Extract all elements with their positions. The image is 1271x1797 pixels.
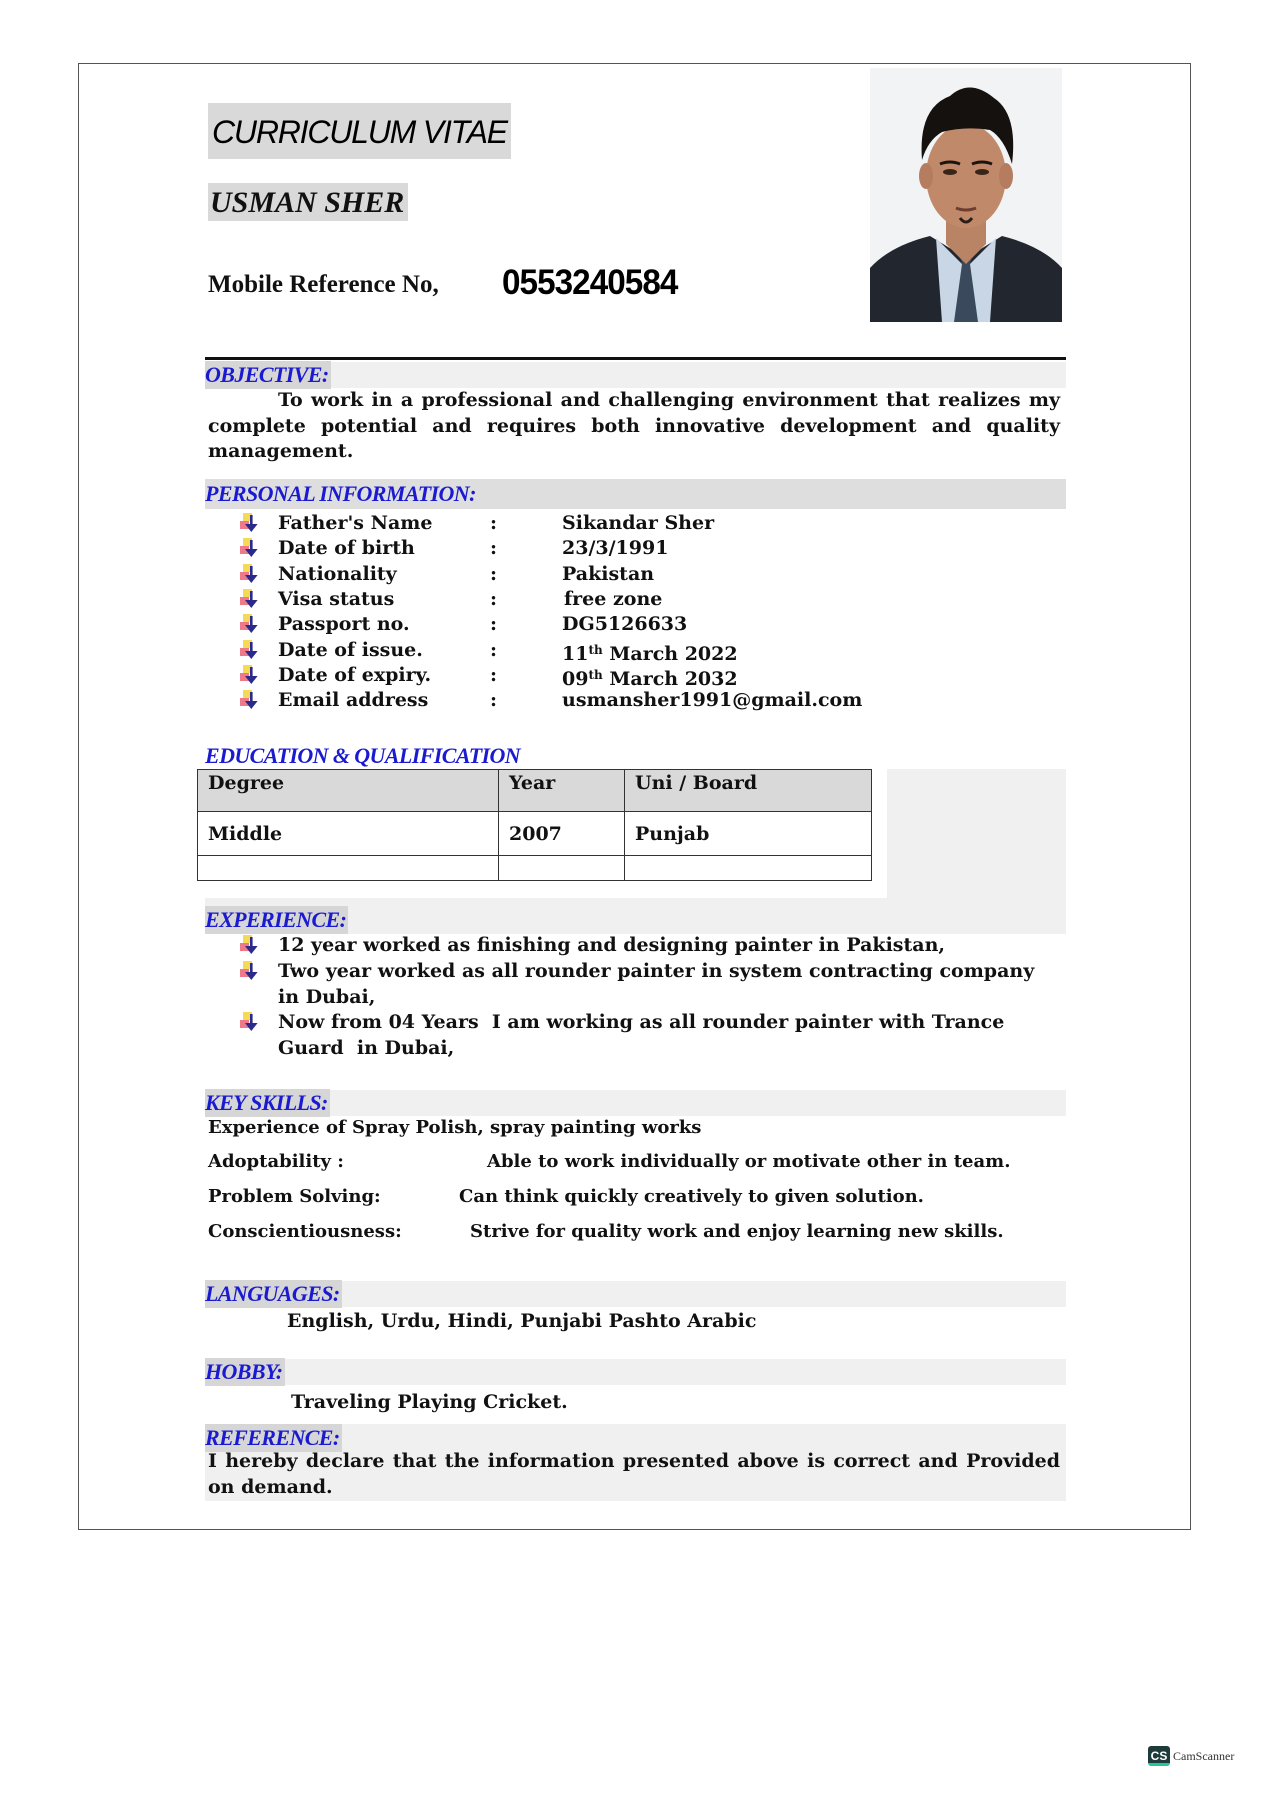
info-label: Passport no. — [278, 613, 410, 636]
profile-photo — [870, 68, 1062, 322]
experience-heading: EXPERIENCE: — [205, 907, 347, 932]
down-arrow-bullet-icon — [240, 564, 262, 586]
skill-label-adoptability: Adoptability : — [208, 1151, 344, 1172]
personal-info-row — [240, 561, 940, 587]
personal-info-row — [240, 662, 940, 688]
down-arrow-bullet-icon — [240, 589, 262, 611]
info-value-ordinal: th — [588, 642, 603, 657]
info-value: 23/3/1991 — [562, 537, 669, 560]
hobby-text: Traveling Playing Cricket. — [291, 1391, 568, 1413]
info-label: Visa status — [278, 587, 395, 610]
info-value: usmansher1991@gmail.com — [562, 689, 863, 712]
hobby-band — [205, 1359, 1066, 1385]
header-divider — [205, 357, 1066, 360]
skills-band — [205, 1090, 1066, 1116]
info-value-rest: March 2032 — [602, 667, 738, 690]
info-colon: : — [490, 638, 498, 661]
document-title: CURRICULUM VITAE — [208, 103, 511, 159]
hobby-heading: HOBBY: — [205, 1359, 283, 1384]
info-colon: : — [490, 587, 498, 610]
column-header-degree: Degree — [198, 770, 499, 812]
camscanner-logo-icon: CS — [1148, 1746, 1170, 1766]
info-value: Pakistan — [562, 562, 655, 585]
personal-info-row — [240, 637, 940, 663]
info-colon: : — [490, 689, 498, 712]
reference-text: I hereby declare that the information presented above is correct and Provided on demand. — [208, 1450, 1060, 1498]
cell-degree — [198, 856, 499, 881]
down-arrow-bullet-icon — [240, 690, 262, 712]
info-value: DG5126633 — [562, 613, 688, 636]
info-colon: : — [490, 562, 498, 585]
candidate-name: USMAN SHER — [208, 183, 408, 221]
down-arrow-bullet-icon — [240, 640, 262, 662]
mobile-label: Mobile Reference No, — [208, 271, 439, 298]
reference-heading: REFERENCE: — [205, 1425, 340, 1450]
education-table — [197, 769, 872, 881]
experience-text: 12 year worked as finishing and designing painter in Pakistan, — [278, 934, 946, 956]
personal-info-row — [240, 611, 940, 637]
experience-text: Two year worked as all rounder painter in system contracting company in Dubai, — [278, 960, 1041, 1008]
table-row — [198, 812, 872, 856]
down-arrow-bullet-icon — [240, 665, 262, 687]
table-row-empty — [198, 856, 872, 881]
info-colon: : — [490, 537, 498, 560]
info-colon: : — [490, 663, 498, 686]
info-label: Date of birth — [278, 537, 415, 560]
down-arrow-bullet-icon — [240, 935, 262, 957]
personal-info-row — [240, 510, 940, 536]
column-header-board: Uni / Board — [625, 770, 872, 812]
languages-heading: LANGUAGES: — [205, 1281, 340, 1306]
info-label: Email address — [278, 689, 429, 712]
cell-board — [625, 856, 872, 881]
profile-photo-graphic — [870, 68, 1062, 322]
down-arrow-bullet-icon — [240, 513, 262, 535]
personal-info-row — [240, 687, 940, 713]
down-arrow-bullet-icon — [240, 961, 262, 983]
info-label: Nationality — [278, 562, 397, 585]
objective-text: To work in a professional and challenging environment that realizes my complete potential and requires both innovative development and quality management. — [208, 389, 1060, 462]
info-value-day: 09 — [562, 667, 589, 690]
education-heading: EDUCATION & QUALIFICATION — [205, 743, 521, 768]
info-colon: : — [490, 613, 498, 636]
info-label: Father's Name — [278, 512, 433, 534]
skill-desc-problem-solving: Can think quickly creatively to given solution. — [459, 1186, 924, 1207]
experience-text: Now from 04 Years I am working as all rounder painter with Trance Guard in Dubai, — [278, 1011, 1011, 1059]
objective-heading: OBJECTIVE: — [205, 362, 329, 387]
cell-year — [499, 856, 625, 881]
down-arrow-bullet-icon — [240, 538, 262, 560]
skill-desc-adoptability: Able to work individually or motivate other in team. — [487, 1151, 1011, 1172]
info-colon: : — [490, 512, 498, 534]
languages-text: English, Urdu, Hindi, Punjabi Pashto Arabic — [287, 1310, 757, 1332]
info-value: free zone — [564, 587, 663, 610]
objective-band — [205, 362, 1066, 388]
skill-label-problem-solving: Problem Solving: — [208, 1186, 381, 1207]
cell-degree: Middle — [198, 812, 499, 856]
info-label: Date of expiry. — [278, 663, 432, 686]
info-value: Sikandar Sher — [562, 512, 715, 534]
cell-year: 2007 — [499, 812, 625, 856]
personal-heading: PERSONAL INFORMATION: — [205, 481, 476, 506]
down-arrow-bullet-icon — [240, 614, 262, 636]
skill-label-conscientiousness: Conscientiousness: — [208, 1221, 402, 1242]
info-value-ordinal: th — [588, 667, 603, 682]
personal-info-row — [240, 586, 940, 612]
info-value-day: 11 — [562, 642, 589, 665]
mobile-number: 0553240584 — [502, 263, 678, 302]
education-header-row — [198, 770, 872, 812]
skills-heading: KEY SKILLS: — [205, 1090, 328, 1115]
down-arrow-bullet-icon — [240, 1012, 262, 1034]
camscanner-watermark — [1148, 1745, 1234, 1767]
info-label: Date of issue. — [278, 638, 423, 661]
cell-board: Punjab — [625, 812, 872, 856]
personal-info-row — [240, 535, 940, 561]
camscanner-label: CamScanner — [1173, 1748, 1235, 1763]
column-header-year: Year — [499, 770, 625, 812]
skills-intro: Experience of Spray Polish, spray painting works — [208, 1117, 702, 1138]
skill-desc-conscientiousness: Strive for quality work and enjoy learning new skills. — [470, 1221, 1004, 1242]
info-value-rest: March 2022 — [602, 642, 738, 665]
